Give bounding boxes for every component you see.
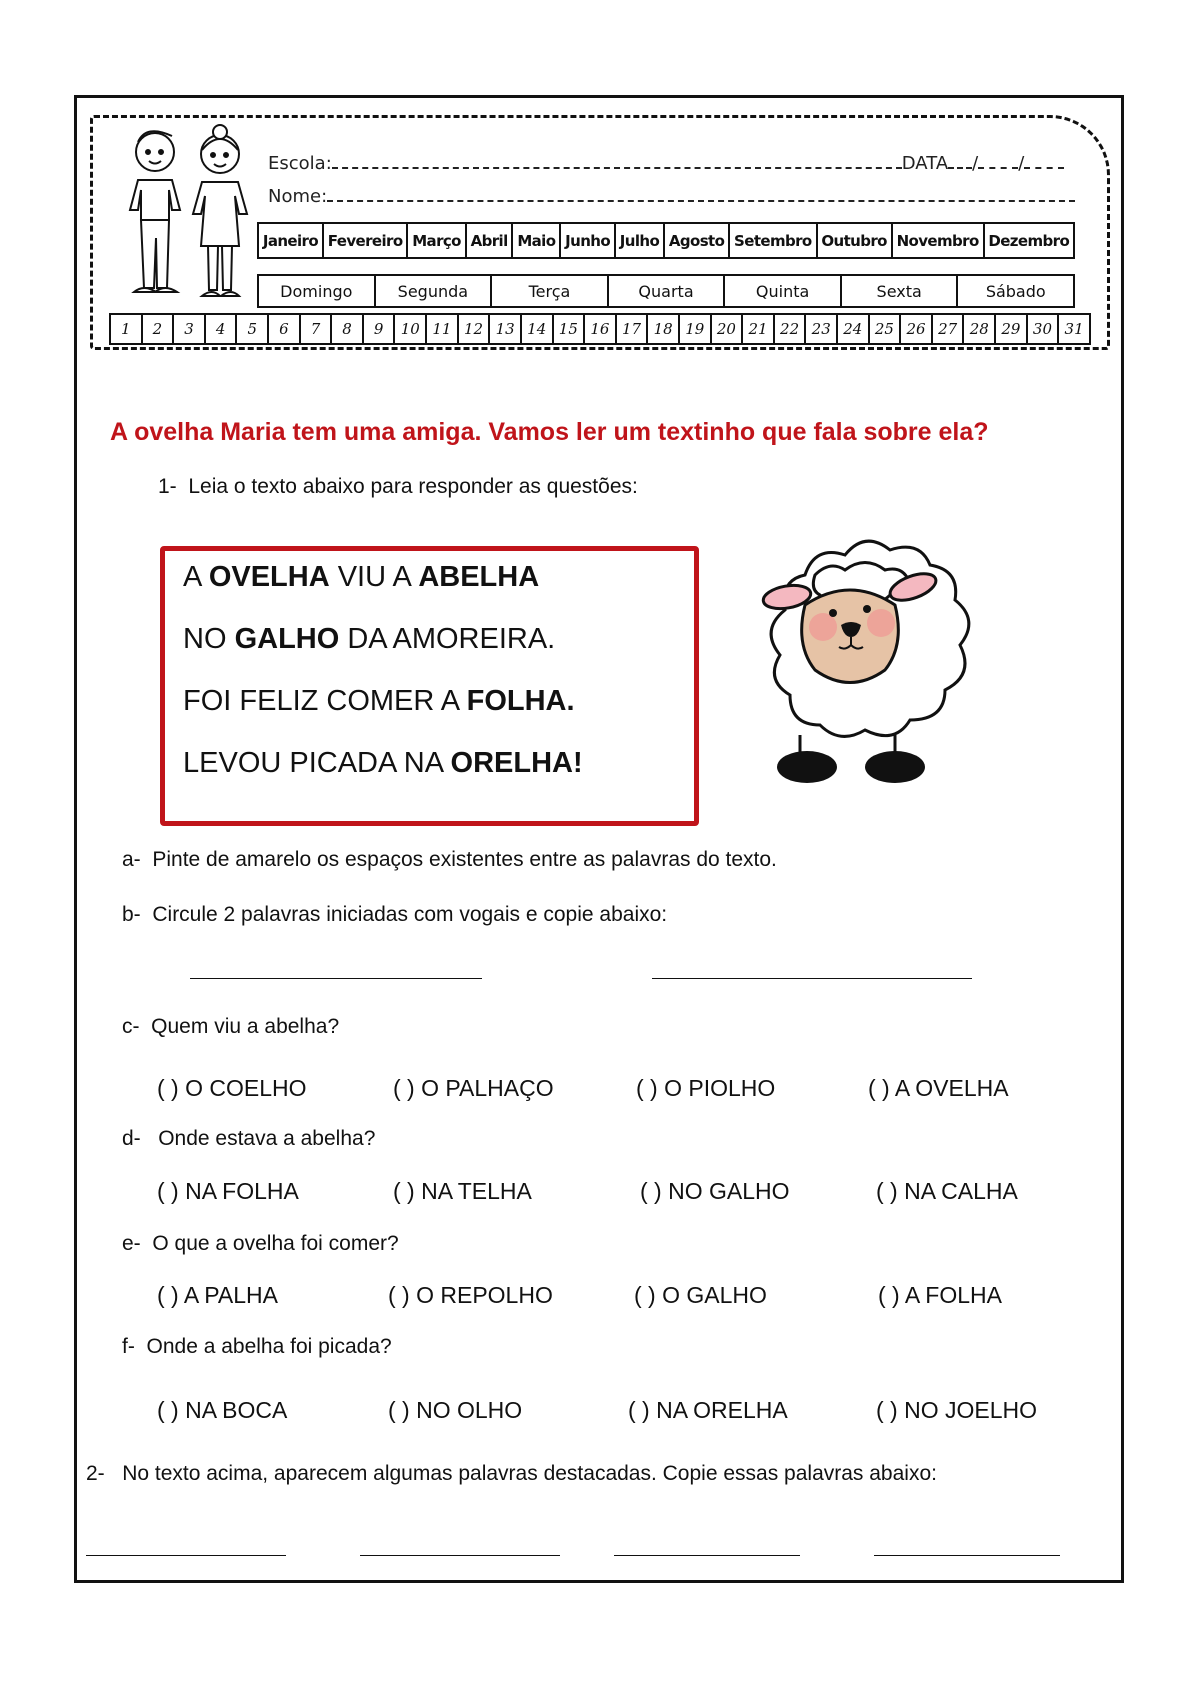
poem-text: A — [183, 561, 209, 593]
option-checkbox[interactable]: ( ) NA CALHA — [876, 1178, 1018, 1204]
item-letter: c- — [122, 1015, 140, 1038]
item-c — [122, 1015, 339, 1039]
month-cell[interactable]: Abril — [467, 224, 514, 257]
day-cell[interactable]: 26 — [901, 315, 933, 343]
month-cell[interactable]: Maio — [513, 224, 561, 257]
day-cell[interactable]: 15 — [554, 315, 586, 343]
answer-line[interactable] — [652, 978, 972, 979]
answer-line[interactable] — [614, 1555, 800, 1556]
option-checkbox[interactable]: ( ) O PIOLHO — [636, 1075, 776, 1101]
item-letter: b- — [122, 903, 141, 926]
poem-text: LEVOU PICADA NA — [183, 747, 451, 779]
question-2 — [86, 1462, 937, 1486]
option-checkbox[interactable]: ( ) A FOLHA — [878, 1282, 1002, 1308]
poem-line-2 — [183, 623, 555, 656]
weekdays-row — [257, 274, 1075, 308]
option-checkbox[interactable]: ( ) NA ORELHA — [628, 1397, 788, 1423]
highlighted-word: ABELHA — [418, 561, 540, 593]
item-letter: d- — [122, 1127, 141, 1150]
answer-line[interactable] — [874, 1555, 1060, 1556]
poem-text: VIU A — [329, 561, 419, 593]
weekday-cell[interactable]: Domingo — [259, 276, 376, 306]
option-checkbox[interactable]: ( ) NA TELHA — [393, 1178, 532, 1204]
weekday-cell[interactable]: Sexta — [842, 276, 959, 306]
option-checkbox[interactable]: ( ) NO JOELHO — [876, 1397, 1038, 1423]
children-illustration — [122, 120, 254, 315]
option-checkbox[interactable]: ( ) NA FOLHA — [157, 1178, 299, 1204]
highlighted-word: OVELHA — [208, 561, 330, 593]
day-cell[interactable]: 27 — [933, 315, 965, 343]
item-a — [122, 848, 777, 872]
month-cell[interactable]: Agosto — [665, 224, 730, 257]
day-cell[interactable]: 29 — [996, 315, 1028, 343]
day-cell[interactable]: 14 — [522, 315, 554, 343]
poem-text: FOI FELIZ COMER A — [183, 685, 467, 717]
day-cell[interactable]: 21 — [743, 315, 775, 343]
day-cell[interactable]: 9 — [364, 315, 396, 343]
weekday-cell[interactable]: Quarta — [609, 276, 726, 306]
question-text: No texto acima, aparecem algumas palavras destacadas. Copie essas palavras abaixo: — [122, 1462, 937, 1485]
answer-line[interactable] — [86, 1555, 286, 1556]
date-separator: / — [972, 153, 979, 174]
item-text: Circule 2 palavras iniciadas com vogais e copie abaixo: — [152, 903, 668, 926]
option-checkbox[interactable]: ( ) A OVELHA — [868, 1075, 1009, 1101]
month-cell[interactable]: Setembro — [730, 224, 817, 257]
option-checkbox[interactable]: ( ) O REPOLHO — [388, 1282, 553, 1308]
day-cell[interactable]: 22 — [775, 315, 807, 343]
poem-line-1 — [183, 561, 539, 594]
question-1 — [158, 475, 638, 499]
weekday-cell[interactable]: Segunda — [376, 276, 493, 306]
day-cell[interactable]: 30 — [1028, 315, 1060, 343]
option-checkbox[interactable]: ( ) NO GALHO — [640, 1178, 790, 1204]
day-cell[interactable]: 20 — [712, 315, 744, 343]
item-letter: f- — [122, 1335, 135, 1358]
option-checkbox[interactable]: ( ) O GALHO — [634, 1282, 767, 1308]
weekday-cell[interactable]: Sábado — [985, 281, 1046, 301]
item-d — [122, 1127, 375, 1151]
question-number: 1- — [158, 475, 177, 498]
option-checkbox[interactable]: ( ) NO OLHO — [388, 1397, 523, 1423]
day-cell[interactable]: 2 — [143, 315, 175, 343]
item-f — [122, 1335, 392, 1359]
item-text: O que a ovelha foi comer? — [152, 1232, 399, 1255]
day-cell[interactable]: 31 — [1064, 320, 1084, 338]
day-cell[interactable]: 13 — [490, 315, 522, 343]
school-label: Escola: — [268, 153, 332, 174]
date-label: DATA — [901, 153, 949, 174]
highlighted-word: FOLHA. — [466, 685, 575, 717]
option-checkbox[interactable]: ( ) A PALHA — [157, 1282, 279, 1308]
item-b — [122, 903, 667, 927]
weekday-cell[interactable]: Quinta — [725, 276, 842, 306]
name-field[interactable] — [268, 186, 1075, 207]
item-letter: e- — [122, 1232, 141, 1255]
day-cell[interactable]: 11 — [427, 315, 459, 343]
day-cell[interactable]: 6 — [269, 315, 301, 343]
month-cell[interactable]: Dezembro — [988, 231, 1070, 250]
weekday-cell[interactable]: Terça — [492, 276, 609, 306]
highlighted-word: GALHO — [234, 623, 340, 655]
item-letter: a- — [122, 848, 141, 871]
month-cell[interactable]: Fevereiro — [324, 224, 408, 257]
day-cell[interactable]: 5 — [237, 315, 269, 343]
day-cell[interactable]: 8 — [332, 315, 364, 343]
month-cell[interactable]: Julho — [616, 224, 665, 257]
activity-title: A ovelha Maria tem uma amiga. Vamos ler um textinho que fala sobre ela? — [110, 418, 989, 446]
question-text: Leia o texto abaixo para responder as questões: — [188, 475, 638, 498]
date-separator: / — [1018, 153, 1025, 174]
month-cell[interactable]: Março — [408, 224, 466, 257]
day-cell[interactable]: 4 — [206, 315, 238, 343]
school-field[interactable] — [268, 153, 1064, 174]
month-cell[interactable]: Junho — [561, 224, 616, 257]
day-cell[interactable]: 16 — [585, 315, 617, 343]
answer-line[interactable] — [190, 978, 482, 979]
day-cell[interactable]: 17 — [617, 315, 649, 343]
poem-box — [160, 546, 699, 826]
item-e — [122, 1232, 399, 1256]
day-cell[interactable]: 28 — [964, 315, 996, 343]
months-row — [257, 222, 1075, 259]
item-text: Onde a abelha foi picada? — [146, 1335, 392, 1358]
day-cell[interactable]: 24 — [838, 315, 870, 343]
day-cell[interactable]: 18 — [648, 315, 680, 343]
sheep-illustration — [745, 535, 980, 785]
day-cell[interactable]: 19 — [680, 315, 712, 343]
day-cell[interactable]: 7 — [301, 315, 333, 343]
answer-line[interactable] — [360, 1555, 560, 1556]
option-checkbox[interactable]: ( ) O COELHO — [157, 1075, 307, 1101]
day-cell[interactable]: 25 — [870, 315, 902, 343]
poem-line-3 — [183, 685, 575, 718]
day-cell[interactable]: 1 — [111, 315, 143, 343]
item-text: Onde estava a abelha? — [158, 1127, 376, 1150]
name-label: Nome: — [268, 186, 328, 207]
question-number: 2- — [86, 1462, 105, 1485]
poem-text: NO — [183, 623, 235, 655]
option-checkbox[interactable]: ( ) O PALHAÇO — [393, 1075, 554, 1101]
days-row — [109, 313, 1091, 345]
month-cell[interactable]: Outubro — [818, 224, 893, 257]
highlighted-word: ORELHA! — [450, 747, 583, 779]
day-cell[interactable]: 10 — [395, 315, 427, 343]
poem-line-4 — [183, 747, 583, 780]
month-cell[interactable]: Novembro — [893, 224, 985, 257]
month-cell[interactable]: Janeiro — [259, 224, 324, 257]
item-text: Pinte de amarelo os espaços existentes entre as palavras do texto. — [152, 848, 777, 871]
day-cell[interactable]: 12 — [459, 315, 491, 343]
option-checkbox[interactable]: ( ) NA BOCA — [157, 1397, 288, 1423]
item-text: Quem viu a abelha? — [151, 1015, 340, 1038]
day-cell[interactable]: 3 — [174, 315, 206, 343]
poem-text: DA AMOREIRA. — [339, 623, 556, 655]
day-cell[interactable]: 23 — [806, 315, 838, 343]
